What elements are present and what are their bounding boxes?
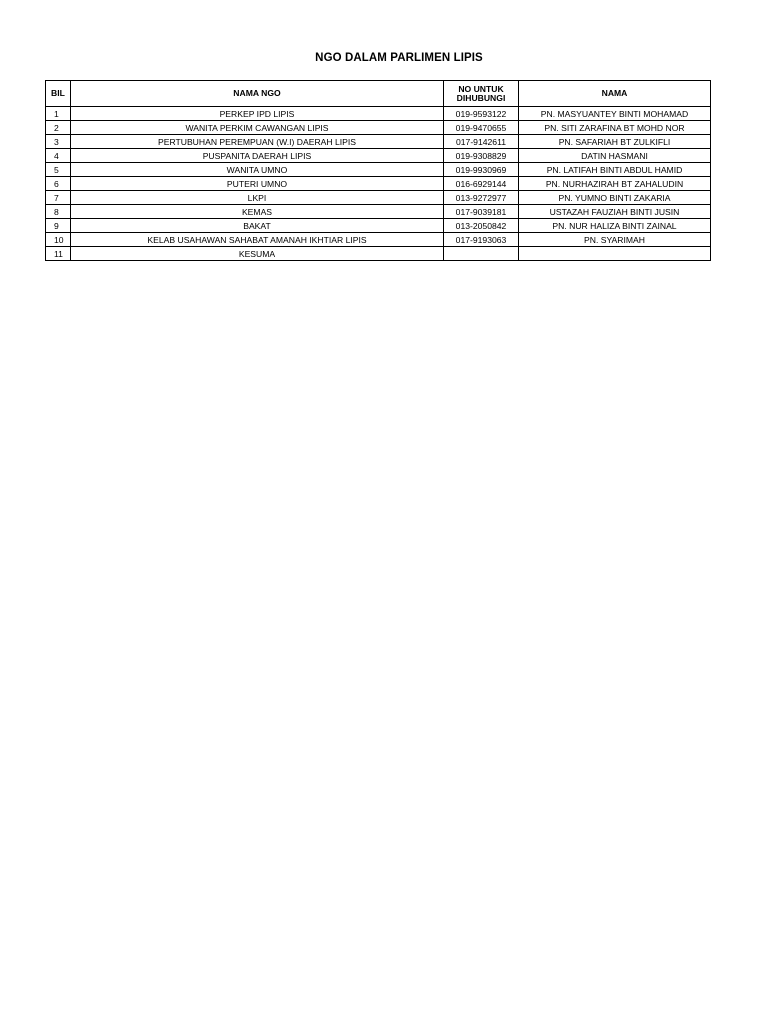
- table-header-row: [46, 81, 711, 107]
- ngo-name-cell: KESUMA: [71, 247, 444, 261]
- phone-cell: [444, 247, 519, 261]
- table-body: [46, 107, 711, 261]
- ngo-name-cell: WANITA UMNO: [71, 163, 444, 177]
- bil-cell: 4: [46, 149, 71, 163]
- table-row: [46, 107, 711, 121]
- contact-name-cell: DATIN HASMANI: [519, 149, 711, 163]
- header-nama-ngo: NAMA NGO: [71, 81, 444, 107]
- contact-name-cell: PN. SAFARIAH BT ZULKIFLI: [519, 135, 711, 149]
- table-row: [46, 205, 711, 219]
- bil-cell: 7: [46, 191, 71, 205]
- header-bil: BIL: [46, 81, 71, 107]
- contact-name-cell: PN. SITI ZARAFINA BT MOHD NOR: [519, 121, 711, 135]
- ngo-name-cell: PUSPANITA DAERAH LIPIS: [71, 149, 444, 163]
- phone-cell: 013-2050842: [444, 219, 519, 233]
- phone-cell: 017-9193063: [444, 233, 519, 247]
- ngo-name-cell: PERTUBUHAN PEREMPUAN (W.I) DAERAH LIPIS: [71, 135, 444, 149]
- table-row: [46, 149, 711, 163]
- phone-cell: 019-9308829: [444, 149, 519, 163]
- bil-cell: 3: [46, 135, 71, 149]
- table-row: [46, 121, 711, 135]
- phone-cell: 013-9272977: [444, 191, 519, 205]
- phone-cell: 017-9142611: [444, 135, 519, 149]
- bil-cell: 11: [46, 247, 71, 261]
- table-row: [46, 247, 711, 261]
- phone-cell: 016-6929144: [444, 177, 519, 191]
- table-row: [46, 219, 711, 233]
- header-nama: NAMA: [519, 81, 711, 107]
- contact-name-cell: PN. SYARIMAH: [519, 233, 711, 247]
- ngo-name-cell: KELAB USAHAWAN SAHABAT AMANAH IKHTIAR LIPIS: [71, 233, 444, 247]
- table-row: [46, 191, 711, 205]
- ngo-name-cell: PUTERI UMNO: [71, 177, 444, 191]
- contact-name-cell: USTAZAH FAUZIAH BINTI JUSIN: [519, 205, 711, 219]
- contact-name-cell: PN. LATIFAH BINTI ABDUL HAMID: [519, 163, 711, 177]
- header-no-untuk-dihubungi: NO UNTUK DIHUBUNGI: [444, 81, 519, 107]
- table-row: [46, 135, 711, 149]
- table-row: [46, 233, 711, 247]
- contact-name-cell: PN. NUR HALIZA BINTI ZAINAL: [519, 219, 711, 233]
- contact-name-cell: PN. NURHAZIRAH BT ZAHALUDIN: [519, 177, 711, 191]
- bil-cell: 2: [46, 121, 71, 135]
- table-row: [46, 177, 711, 191]
- ngo-name-cell: KEMAS: [71, 205, 444, 219]
- ngo-name-cell: PERKEP IPD LIPIS: [71, 107, 444, 121]
- bil-cell: 8: [46, 205, 71, 219]
- phone-cell: 017-9039181: [444, 205, 519, 219]
- contact-name-cell: PN. MASYUANTEY BINTI MOHAMAD: [519, 107, 711, 121]
- bil-cell: 6: [46, 177, 71, 191]
- contact-name-cell: PN. YUMNO BINTI ZAKARIA: [519, 191, 711, 205]
- phone-cell: 019-9470655: [444, 121, 519, 135]
- phone-cell: 019-9930969: [444, 163, 519, 177]
- bil-cell: 9: [46, 219, 71, 233]
- bil-cell: 5: [46, 163, 71, 177]
- ngo-name-cell: LKPI: [71, 191, 444, 205]
- bil-cell: 10: [46, 233, 71, 247]
- bil-cell: 1: [46, 107, 71, 121]
- phone-cell: 019-9593122: [444, 107, 519, 121]
- contact-name-cell: [519, 247, 711, 261]
- ngo-name-cell: BAKAT: [71, 219, 444, 233]
- ngo-table: [45, 80, 711, 261]
- document-title: NGO DALAM PARLIMEN LIPIS: [315, 52, 483, 64]
- table-row: [46, 163, 711, 177]
- ngo-name-cell: WANITA PERKIM CAWANGAN LIPIS: [71, 121, 444, 135]
